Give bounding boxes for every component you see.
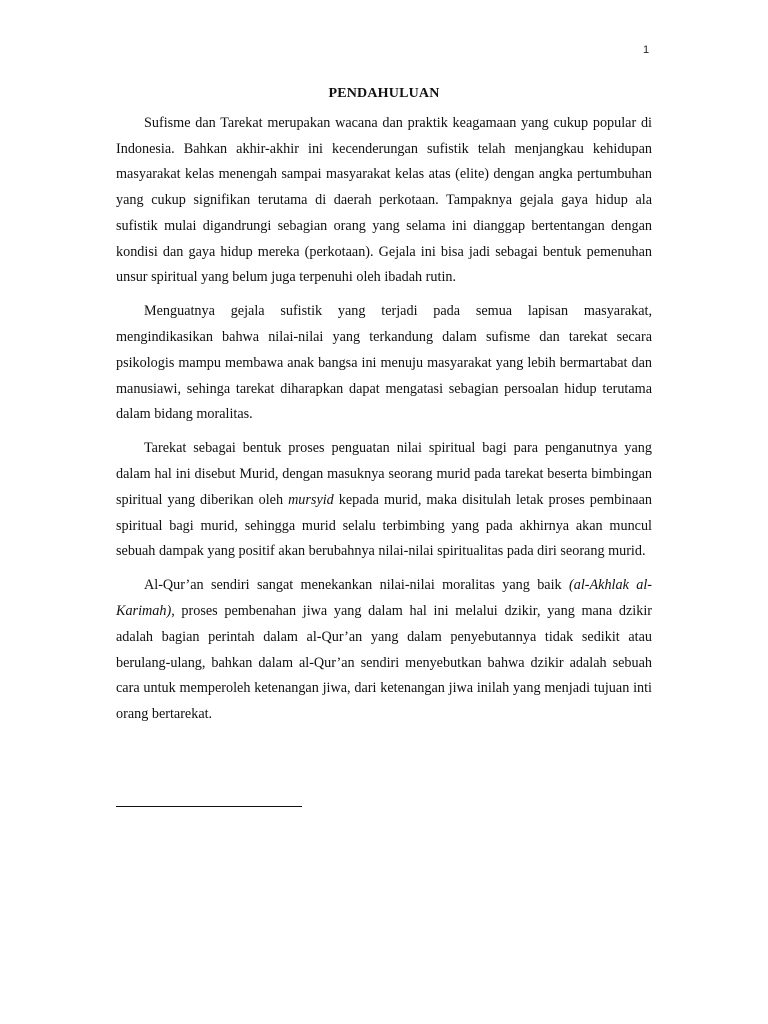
footnote-separator [116, 806, 302, 807]
paragraph-4-text-start: Al-Qur’an sendiri sangat menekankan nilai-nilai moralitas yang baik [144, 577, 569, 594]
paragraph-4-text-end: , proses pembenahan jiwa yang dalam hal ini melalui dzikir, yang mana dzikir adalah bagian perintah dalam al-Qur’an yang dalam penyebutannya tidak sedikit atau berulang-ulang, bahkan dalam al-Qur’an sendiri menyebutkan bahwa dzikir adalah sebuah cara untuk memperoleh ketenangan jiwa, dari ketenangan jiwa inilah yang menjadi tujuan inti orang bertarekat. [116, 603, 652, 722]
paragraph-3-italic-term: mursyid [288, 491, 334, 508]
paragraph-2: Menguatnya gejala sufistik yang terjadi pada semua lapisan masyarakat, mengindikasikan bahwa nilai-nilai yang terkandung dalam sufisme dan tarekat secara psikologis mampu membawa anak bangsa ini menuju masyarakat yang lebih bermartabat dan manusiawi, sehinga tarekat diharapkan dapat mengatasi sebagian persoalan hidup terutama dalam bidang moralitas. [116, 303, 652, 423]
page-number: 1 [643, 44, 650, 56]
paragraph-3-text-start: Tarekat sebagai bentuk proses penguatan nilai spiritual bagi para penganutnya yang dalam hal ini disebut Murid, dengan masuknya seorang murid pada tarekat beserta bimbingan spiritual yang diberikan oleh [116, 440, 652, 508]
paragraph-3 [116, 436, 652, 565]
paragraph-1: Sufisme dan Tarekat merupakan wacana dan praktik keagamaan yang cukup popular di Indonesia. Bahkan akhir-akhir ini kecenderungan sufistik telah menjangkau kehidupan masyarakat kelas menengah sampai masyarakat kelas atas (elite) dengan angka pertumbuhan yang cukup signifikan terutama di daerah perkotaan. Tampaknya gejala gaya hidup ala sufistik mulai digandrungi sebagian orang yang selama ini dianggap bertentangan dengan kondisi dan gaya hidup mereka (perkotaan). Gejala ini bisa jadi sebagai bentuk pemenuhan unsur spiritual yang belum juga terpenuhi oleh ibadah rutin. [116, 115, 652, 286]
chapter-title: PENDAHULUAN [328, 86, 440, 101]
paragraph-4-italic-term: (al-Akhlak al-Karimah) [116, 577, 652, 620]
document-body [116, 86, 652, 736]
paragraph-3-text-end: kepada murid, maka disitulah letak proses pembinaan spiritual bagi murid, sehingga murid selalu terbimbing yang pada akhirnya akan muncul sebuah dampak yang positif akan berubahnya nilai-nilai spiritualitas pada diri seorang murid. [116, 491, 652, 560]
paragraph-4 [116, 573, 652, 727]
